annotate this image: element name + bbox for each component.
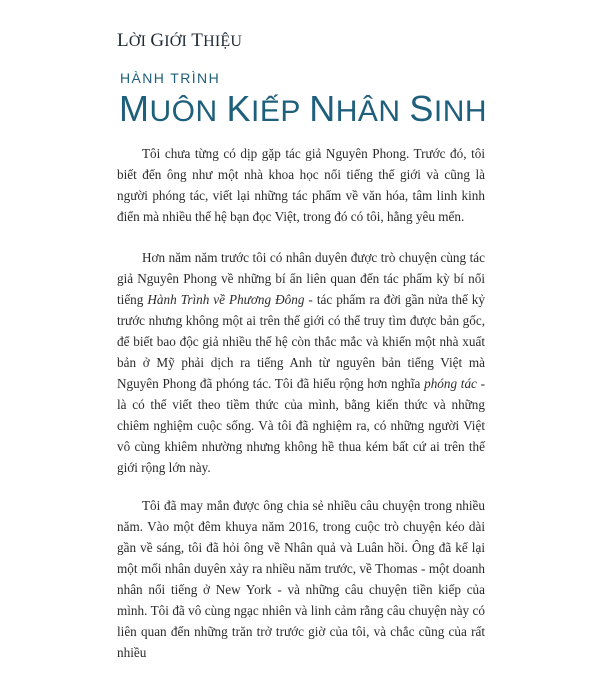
body-text (117, 143, 485, 680)
paragraph-2-part-b: - tác phẩm ra đời gần nửa thế kỷ trước nhưng không một ai trên thế giới có thể truy tìm được bản gốc, để biết bao độc giả nhiều thế hệ còn thắc mắc và khiến một nhà xuất bản ở Mỹ phải dịch ra tiếng Anh từ nguyên bản tiếng Việt mà Nguyên Phong đã phóng tác. Tôi đã hiểu rộng hơn nghĩa (117, 292, 485, 391)
paragraph-2-part-c: - là có thể viết theo tiềm thức của mình, bằng kiến thức và những chiêm nghiệm cuộc sống. Và tôi đã nghiệm ra, có những người Việt vô cùng khiêm nhường nhưng không hề thua kém bất cứ ai trên thế giới rộng lớn này. (117, 376, 485, 475)
paragraph-3: Tôi đã may mắn được ông chia sẻ nhiều câu chuyện trong nhiều năm. Vào một đêm khuya năm 2016, trong cuộc trò chuyện kéo dài gần về sáng, tôi đã hỏi ông về Nhân quả và Luân hồi. Ông đã kể lại một mối nhân duyên xảy ra nhiều năm trước, về Thomas - một doanh nhân nổi tiếng ở New York - và những câu chuyện tiền kiếp của mình. Tôi đã vô cùng ngạc nhiên và linh cảm rằng câu chuyện này có liên quan đến những trăn trở trước giờ của tôi, và chắc cũng của rất nhiều (117, 498, 485, 660)
paragraph-2 (117, 247, 485, 478)
book-page (117, 0, 488, 660)
title-subtitle: HÀNH TRÌNH (120, 70, 221, 86)
paragraph-2-part-a: Hơn năm năm trước tôi có nhân duyên được trò chuyện cùng tác giả Nguyên Phong về những bí ẩn liên quan đến tác phẩm kỳ bí nổi tiếng (117, 250, 485, 307)
term-italic: phóng tác (424, 376, 477, 391)
section-kicker: LỜI GIỚI THIỆU (117, 30, 243, 51)
paragraph-1: Tôi chưa từng có dịp gặp tác giả Nguyên Phong. Trước đó, tôi biết đến ông như một nhà khoa học nổi tiếng thế giới và cũng là người phóng tác, viết lại những tác phẩm về văn hóa, tâm linh kinh điển mà nhiều thế hệ bạn đọc Việt, trong đó có tôi, hằng yêu mến. (117, 146, 485, 224)
page-title: MUÔN KIẾP NHÂN SINH (119, 88, 488, 129)
book-title-italic: Hành Trình về Phương Đông (147, 292, 305, 307)
